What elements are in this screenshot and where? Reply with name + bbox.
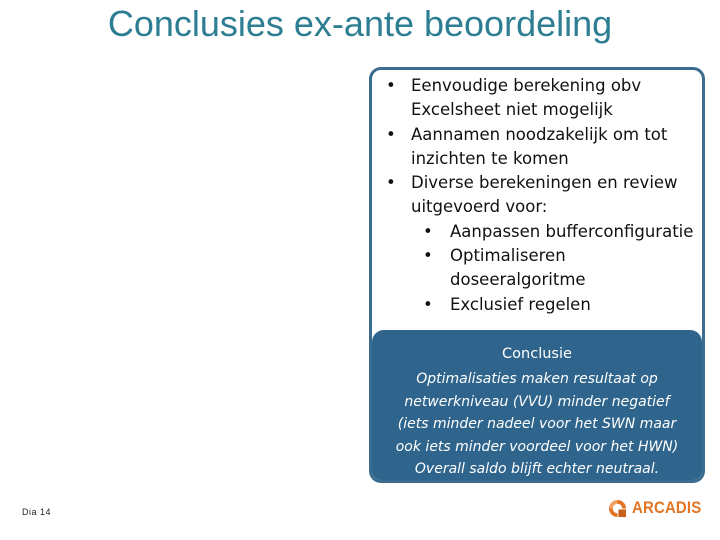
bullet-item	[372, 171, 702, 220]
bullet-marker: •	[386, 76, 396, 95]
bullet-text-line: Diverse berekeningen en review	[411, 173, 678, 193]
bullet-text-line: uitgevoerd voor:	[411, 197, 548, 217]
bullet-text-line: Exclusief regelen	[450, 294, 591, 314]
conclusion-line: Optimalisaties maken resultaat op	[416, 371, 658, 387]
bullet-marker: •	[423, 246, 433, 266]
sub-bullet-item	[372, 220, 702, 244]
conclusion-body	[378, 368, 696, 481]
bullet-text-line: Aannamen noodzakelijk om tot	[411, 124, 668, 144]
conclusion-box	[372, 330, 702, 480]
content-panel	[369, 67, 705, 483]
bullet-marker: •	[386, 173, 396, 193]
sub-bullet-item	[372, 293, 702, 317]
bullet-text-line: inzichten te komen	[411, 148, 569, 168]
conclusion-line: netwerkniveau (VVU) minder negatief	[404, 393, 670, 410]
bullet-marker: •	[423, 294, 433, 314]
bullet-item	[372, 123, 702, 172]
logo-text: ARCADIS	[632, 498, 702, 517]
slide-number: Dia 14	[22, 507, 52, 517]
arcadis-logo-icon	[608, 499, 627, 518]
bullet-item	[372, 74, 702, 123]
arcadis-logo	[608, 496, 711, 520]
conclusion-heading: Conclusie	[502, 346, 572, 362]
bullet-marker: •	[423, 221, 433, 241]
conclusion-line: (iets minder nadeel voor het SWN maar	[397, 416, 677, 432]
conclusion-line: ook iets minder voordeel voor het HWN)	[395, 438, 679, 455]
conclusion-line: Overall saldo blijft echter neutraal.	[414, 461, 660, 477]
bullet-text-line: Excelsheet niet mogelijk	[411, 100, 613, 120]
bullet-text-line: doseeralgoritme	[450, 270, 586, 290]
bullet-text-line: Optimaliseren	[450, 246, 566, 266]
slide-title: Conclusies ex-ante beoordeling	[107, 3, 613, 44]
bullet-text-line: Eenvoudige berekening obv	[411, 76, 642, 95]
bullet-text-line: Aanpassen bufferconfiguratie	[450, 221, 694, 241]
bullet-marker: •	[386, 124, 396, 144]
sub-bullet-item	[372, 244, 702, 293]
bullet-list	[372, 74, 702, 317]
